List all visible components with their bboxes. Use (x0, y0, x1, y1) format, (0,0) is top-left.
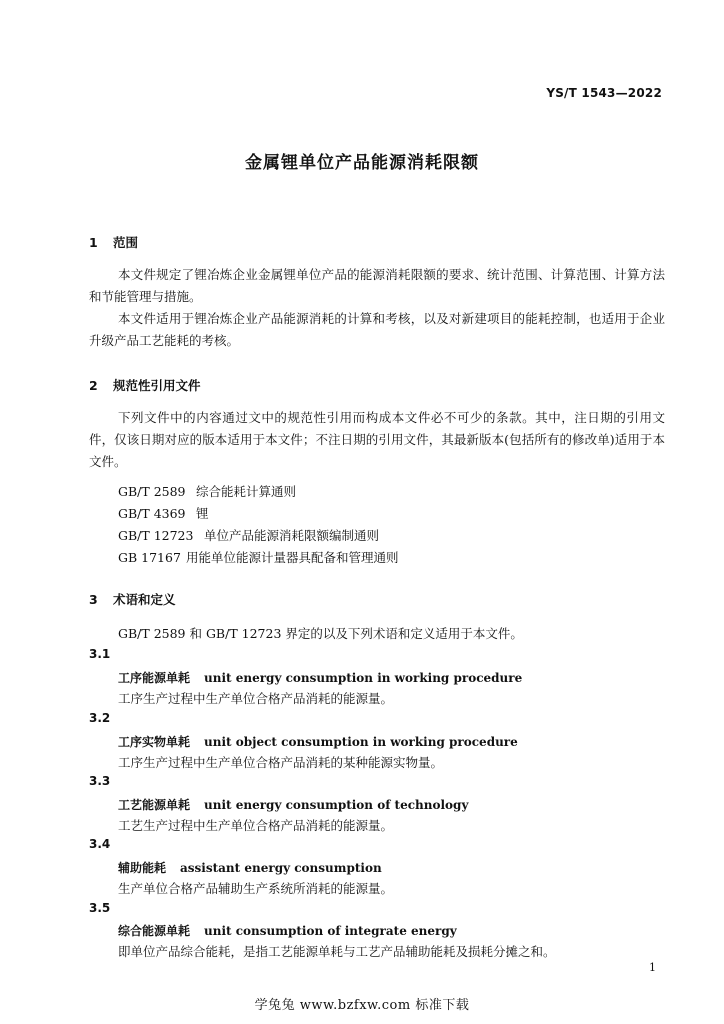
reference-title: 用能单位能源计量器具配备和管理通则 (186, 550, 399, 565)
term-zh: 工序实物单耗 (118, 735, 191, 749)
term-zh: 工艺能源单耗 (118, 798, 191, 812)
footer-watermark-text: 学兔兔 www.bzfxw.com 标准下载 (254, 998, 470, 1013)
term-zh: 工序能源单耗 (118, 671, 191, 685)
term-number: 3.2 (89, 711, 111, 725)
term-en: unit object consumption in working procedure (204, 735, 518, 749)
reference-title: 单位产品能源消耗限额编制通则 (204, 528, 380, 543)
document-title: 金属锂单位产品能源消耗限额 (245, 153, 479, 173)
term-heading (118, 669, 522, 686)
section-1-paragraph-1: 本文件规定了锂冶炼企业金属锂单位产品的能源消耗限额的要求、统计范围、计算范围、计算方法和节能管理与措施。 (89, 267, 665, 304)
term-heading (118, 922, 457, 939)
term-heading (118, 733, 518, 750)
term-number: 3.4 (89, 837, 111, 851)
term-en: assistant energy consumption (180, 861, 382, 875)
term-en: unit consumption of integrate energy (204, 924, 457, 938)
reference-code: GB 17167 (118, 550, 181, 565)
term-en: unit energy consumption of technology (204, 798, 469, 812)
term-definition: 即单位产品综合能耗，是指工艺能源单耗与工艺产品辅助能耗及损耗分摊之和。 (118, 944, 556, 959)
term-zh: 辅助能耗 (118, 861, 167, 875)
section-2-intro: 下列文件中的内容通过文中的规范性引用而构成本文件必不可少的条款。其中，注日期的引用文件，仅该日期对应的版本适用于本文件；不注日期的引用文件，其最新版本(包括所有的修改单)适用于本文件。 (89, 410, 665, 469)
reference-item (118, 482, 296, 500)
section-title: 范围 (113, 235, 139, 250)
term-number: 3.5 (89, 901, 111, 915)
term-definition: 工序生产过程中生产单位合格产品消耗的能源量。 (118, 691, 394, 706)
term-heading (118, 796, 468, 813)
section-number: 1 (89, 235, 98, 250)
reference-code: GB/T 2589 (118, 484, 186, 499)
section-1-paragraph-2: 本文件适用于锂冶炼企业产品能源消耗的计算和考核，以及对新建项目的能耗控制，也适用于企业升级产品工艺能耗的考核。 (89, 311, 665, 348)
term-definition: 工艺生产过程中生产单位合格产品消耗的能源量。 (118, 818, 394, 833)
reference-item (118, 526, 379, 544)
term-number: 3.1 (89, 647, 111, 661)
reference-item (118, 504, 209, 522)
section-2-heading (89, 376, 201, 394)
page-number: 1 (649, 961, 656, 974)
section-3-heading (89, 590, 176, 608)
term-en: unit energy consumption in working procedure (204, 671, 523, 685)
term-heading (118, 859, 382, 876)
reference-code: GB/T 12723 (118, 528, 194, 543)
section-number: 3 (89, 592, 98, 607)
reference-title: 综合能耗计算通则 (196, 484, 297, 499)
section-number: 2 (89, 378, 98, 393)
section-title: 术语和定义 (113, 592, 176, 607)
reference-code: GB/T 4369 (118, 506, 186, 521)
section-1-heading (89, 233, 138, 251)
term-definition: 生产单位合格产品辅助生产系统所消耗的能源量。 (118, 881, 394, 896)
section-title: 规范性引用文件 (113, 378, 201, 393)
term-definition: 工序生产过程中生产单位合格产品消耗的某种能源实物量。 (118, 755, 444, 770)
reference-item (118, 548, 399, 566)
reference-title: 锂 (196, 506, 209, 521)
term-zh: 综合能源单耗 (118, 924, 191, 938)
standard-code: YS/T 1543—2022 (546, 86, 662, 100)
term-number: 3.3 (89, 774, 111, 788)
section-3-intro: GB/T 2589 和 GB/T 12723 界定的以及下列术语和定义适用于本文件。 (118, 626, 523, 641)
